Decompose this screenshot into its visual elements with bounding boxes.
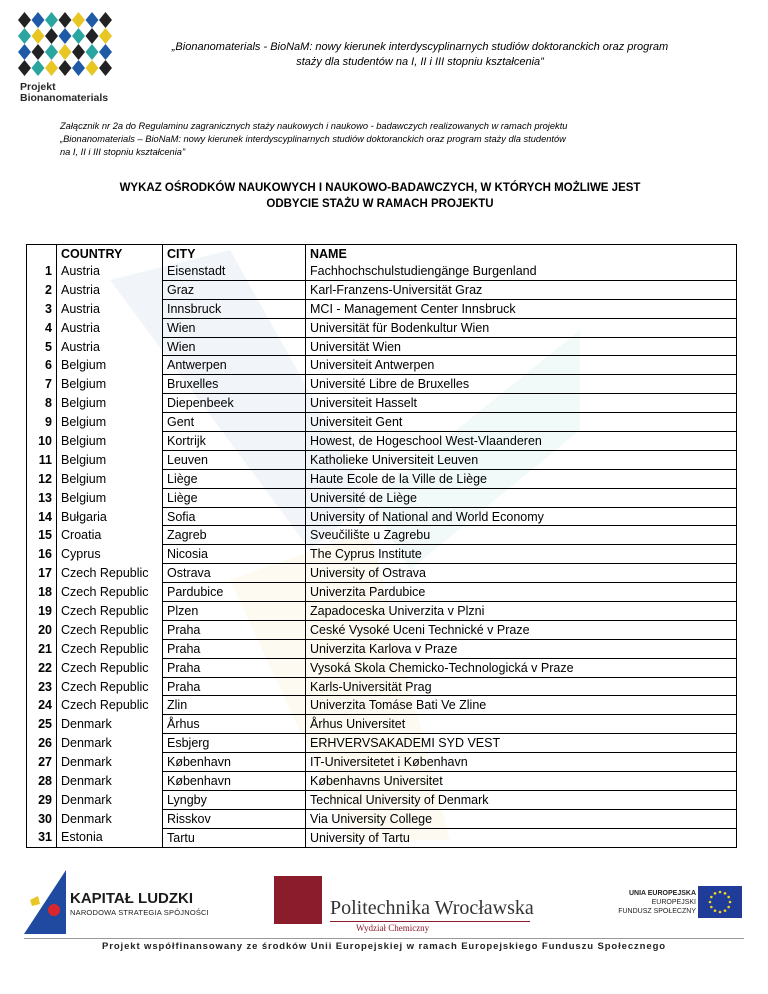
row-country: Czech Republic	[57, 564, 163, 583]
logo-cell	[32, 12, 45, 28]
row-institution-name: Århus Universitet	[306, 715, 737, 734]
logo-cell	[72, 28, 85, 44]
row-city: Gent	[163, 413, 306, 432]
table-row	[27, 828, 737, 847]
eu-star	[727, 896, 730, 899]
row-country: Austria	[57, 299, 163, 318]
row-institution-name: Technical University of Denmark	[306, 790, 737, 809]
row-number: 9	[27, 413, 57, 432]
row-number: 25	[27, 715, 57, 734]
row-institution-name: Fachhochschulstudiengänge Burgenland	[306, 262, 737, 280]
row-number: 15	[27, 526, 57, 545]
table-row	[27, 375, 737, 394]
logo-cell	[32, 44, 45, 60]
row-city: Wien	[163, 318, 306, 337]
logo-cell	[99, 60, 112, 76]
row-city: Bruxelles	[163, 375, 306, 394]
row-institution-name: Université Libre de Bruxelles	[306, 375, 737, 394]
table-row	[27, 280, 737, 299]
logo-cell	[45, 28, 58, 44]
row-city: Praha	[163, 677, 306, 696]
row-country: Belgium	[57, 432, 163, 451]
eu-star	[727, 906, 730, 909]
project-header: „Bionanomaterials - BioNaM: nowy kierunek interdyscyplinarnych studiów doktoranckich oraz program staży dla studentów na I, II i III stopniu kształcenia”	[171, 41, 669, 68]
table-row	[27, 526, 737, 545]
table-row	[27, 772, 737, 791]
row-number: 1	[27, 262, 57, 280]
row-number: 19	[27, 602, 57, 621]
table-row	[27, 262, 737, 280]
table-row	[27, 318, 737, 337]
row-city: Esbjerg	[163, 734, 306, 753]
row-institution-name: Univerzita Pardubice	[306, 583, 737, 602]
eu-star	[724, 909, 727, 912]
eu-star	[714, 892, 717, 895]
table-row	[27, 809, 737, 828]
row-country: Czech Republic	[57, 602, 163, 621]
table-row	[27, 564, 737, 583]
row-city: Liège	[163, 469, 306, 488]
row-institution-name: Karl-Franzens-Universität Graz	[306, 280, 737, 299]
row-city: Kortrijk	[163, 432, 306, 451]
logo-cell	[86, 44, 99, 60]
row-city: Wien	[163, 337, 306, 356]
table-row	[27, 734, 737, 753]
document-title: WYKAZ OŚRODKÓW NAUKOWYCH I NAUKOWO-BADAWCZYCH, W KTÓRYCH MOŻLIWE JEST ODBYCIE STAŻU W RAMACH PROJEKTU	[119, 182, 641, 210]
eu-star	[714, 909, 717, 912]
row-institution-name: Univerzita Karlova v Praze	[306, 639, 737, 658]
row-number: 8	[27, 394, 57, 413]
row-country: Cyprus	[57, 545, 163, 564]
row-number: 26	[27, 734, 57, 753]
table-row	[27, 299, 737, 318]
logo-cell	[99, 44, 112, 60]
politechnika-crest	[274, 876, 322, 924]
table-row	[27, 469, 737, 488]
row-country: Belgium	[57, 394, 163, 413]
row-institution-name: University of National and World Economy	[306, 507, 737, 526]
table-row	[27, 715, 737, 734]
row-institution-name: Universität Wien	[306, 337, 737, 356]
logo-cell	[32, 28, 45, 44]
row-city: Leuven	[163, 450, 306, 469]
row-city: Lyngby	[163, 790, 306, 809]
row-institution-name: IT-Universitetet i København	[306, 753, 737, 772]
row-country: Estonia	[57, 828, 163, 847]
row-country: Czech Republic	[57, 620, 163, 639]
row-institution-name: ERHVERVSAKADEMI SYD VEST	[306, 734, 737, 753]
row-city: Innsbruck	[163, 299, 306, 318]
row-number: 20	[27, 620, 57, 639]
eu-star	[709, 901, 712, 904]
row-country: Czech Republic	[57, 639, 163, 658]
table-row	[27, 602, 737, 621]
row-country: Denmark	[57, 734, 163, 753]
footer-text: Projekt współfinansowany ze środków Unii Europejskiej w ramach Europejskiego Funduszu Społecznego	[102, 941, 666, 952]
row-institution-name: The Cyprus Institute	[306, 545, 737, 564]
row-number: 11	[27, 450, 57, 469]
logo-cell	[72, 60, 85, 76]
row-number: 14	[27, 507, 57, 526]
logo-cell	[72, 44, 85, 60]
row-number: 4	[27, 318, 57, 337]
row-city: Antwerpen	[163, 356, 306, 375]
kapital-ludzki-title: KAPITAŁ LUDZKI	[70, 890, 194, 907]
table-header-row	[27, 245, 737, 263]
eu-star	[710, 906, 713, 909]
bionanomaterials-logo	[18, 12, 114, 78]
row-city: Liège	[163, 488, 306, 507]
row-city: Zlin	[163, 696, 306, 715]
row-number: 21	[27, 639, 57, 658]
table-row	[27, 677, 737, 696]
row-institution-name: Zapadoceska Univerzita v Plzni	[306, 602, 737, 621]
row-institution-name: Ceské Vysoké Uceni Technické v Praze	[306, 620, 737, 639]
table-row	[27, 394, 737, 413]
row-institution-name: Universiteit Gent	[306, 413, 737, 432]
logo-cell	[32, 60, 45, 76]
row-number: 7	[27, 375, 57, 394]
logo-cell	[86, 60, 99, 76]
row-number: 22	[27, 658, 57, 677]
eu-fund-label: UNIA EUROPEJSKA EUROPEJSKI FUNDUSZ SPOŁECZNY	[618, 890, 696, 915]
logo-cell	[18, 12, 31, 28]
row-number: 24	[27, 696, 57, 715]
logo-cell	[18, 44, 31, 60]
row-institution-name: Universiteit Hasselt	[306, 394, 737, 413]
research-centres-table	[26, 244, 737, 848]
logo-cell	[45, 44, 58, 60]
logo-cell	[59, 60, 72, 76]
logo-cell	[59, 12, 72, 28]
header-name: NAME	[306, 245, 737, 263]
annex-note: Załącznik nr 2a do Regulaminu zagranicznych staży naukowych i naukowo - badawczych realizowanych w ramach projektu „Bionanomaterials – BioNaM: nowy kierunek interdyscyplinarnych studiów doktoranckich oraz program staży dla studentów na I, II i III stopniu kształcenia”	[60, 121, 568, 157]
header-city: CITY	[163, 245, 306, 263]
politechnika-name: Politechnika Wrocławska	[330, 897, 534, 919]
table-row	[27, 790, 737, 809]
table-row	[27, 696, 737, 715]
row-number: 6	[27, 356, 57, 375]
row-country: Czech Republic	[57, 677, 163, 696]
table-row	[27, 545, 737, 564]
logo-cell	[99, 12, 112, 28]
row-city: Graz	[163, 280, 306, 299]
logo-cell	[99, 28, 112, 44]
politechnika-rule	[330, 921, 530, 922]
table-row	[27, 620, 737, 639]
row-city: Århus	[163, 715, 306, 734]
row-country: Denmark	[57, 809, 163, 828]
row-country: Austria	[57, 318, 163, 337]
row-number: 17	[27, 564, 57, 583]
row-institution-name: Haute Ecole de la Ville de Liège	[306, 469, 737, 488]
row-country: Belgium	[57, 450, 163, 469]
row-country: Belgium	[57, 488, 163, 507]
table-row	[27, 583, 737, 602]
row-country: Belgium	[57, 356, 163, 375]
logo-cell	[18, 28, 31, 44]
logo-cell	[45, 60, 58, 76]
row-city: København	[163, 753, 306, 772]
row-number: 3	[27, 299, 57, 318]
kapital-ludzki-subtitle: NARODOWA STRATEGIA SPÓJNOŚCI	[70, 908, 209, 917]
row-number: 29	[27, 790, 57, 809]
kapital-ludzki-emblem	[24, 870, 66, 934]
row-number: 30	[27, 809, 57, 828]
row-number: 13	[27, 488, 57, 507]
row-institution-name: University of Ostrava	[306, 564, 737, 583]
row-city: Eisenstadt	[163, 262, 306, 280]
row-number: 12	[27, 469, 57, 488]
row-institution-name: Vysoká Skola Chemicko-Technologická v Praze	[306, 658, 737, 677]
table-row	[27, 658, 737, 677]
table-row	[27, 432, 737, 451]
table-row	[27, 488, 737, 507]
row-city: Ostrava	[163, 564, 306, 583]
row-city: Risskov	[163, 809, 306, 828]
row-institution-name: Howest, de Hogeschool West-Vlaanderen	[306, 432, 737, 451]
logo-label: Projekt Bionanomaterials	[20, 81, 109, 104]
row-institution-name: Université de Liège	[306, 488, 737, 507]
table-row	[27, 450, 737, 469]
row-number: 2	[27, 280, 57, 299]
logo-cell	[18, 60, 31, 76]
logo-cell	[59, 44, 72, 60]
row-city: Tartu	[163, 828, 306, 847]
row-city: Praha	[163, 658, 306, 677]
logo-cell	[45, 12, 58, 28]
row-country: Austria	[57, 262, 163, 280]
table-row	[27, 639, 737, 658]
header-number	[27, 245, 57, 263]
row-country: Denmark	[57, 715, 163, 734]
row-institution-name: Københavns Universitet	[306, 772, 737, 791]
row-country: Austria	[57, 280, 163, 299]
politechnika-faculty: Wydział Chemiczny	[356, 923, 430, 933]
row-institution-name: University of Tartu	[306, 828, 737, 847]
row-institution-name: Via University College	[306, 809, 737, 828]
eu-star	[724, 892, 727, 895]
row-city: København	[163, 772, 306, 791]
row-number: 10	[27, 432, 57, 451]
logo-cell	[72, 12, 85, 28]
row-number: 31	[27, 828, 57, 847]
row-institution-name: Universität für Bodenkultur Wien	[306, 318, 737, 337]
row-number: 18	[27, 583, 57, 602]
row-city: Praha	[163, 620, 306, 639]
row-number: 16	[27, 545, 57, 564]
row-city: Sofia	[163, 507, 306, 526]
row-number: 28	[27, 772, 57, 791]
row-number: 5	[27, 337, 57, 356]
eu-star	[729, 901, 732, 904]
row-country: Belgium	[57, 469, 163, 488]
logo-cell	[59, 28, 72, 44]
row-city: Zagreb	[163, 526, 306, 545]
row-country: Croatia	[57, 526, 163, 545]
row-institution-name: Katholieke Universiteit Leuven	[306, 450, 737, 469]
row-country: Belgium	[57, 375, 163, 394]
row-country: Austria	[57, 337, 163, 356]
row-city: Praha	[163, 639, 306, 658]
eu-flag-icon	[698, 886, 742, 918]
eu-star	[719, 891, 722, 894]
row-country: Denmark	[57, 753, 163, 772]
row-city: Nicosia	[163, 545, 306, 564]
row-institution-name: MCI - Management Center Innsbruck	[306, 299, 737, 318]
row-country: Denmark	[57, 772, 163, 791]
table-row	[27, 337, 737, 356]
row-country: Czech Republic	[57, 696, 163, 715]
table-row	[27, 753, 737, 772]
row-number: 27	[27, 753, 57, 772]
logo-cell	[86, 12, 99, 28]
row-city: Pardubice	[163, 583, 306, 602]
logo-cell	[86, 28, 99, 44]
row-city: Diepenbeek	[163, 394, 306, 413]
row-number: 23	[27, 677, 57, 696]
table-row	[27, 356, 737, 375]
header-country: COUNTRY	[57, 245, 163, 263]
eu-star	[719, 911, 722, 914]
row-institution-name: Sveučilište u Zagrebu	[306, 526, 737, 545]
row-institution-name: Universiteit Antwerpen	[306, 356, 737, 375]
table-row	[27, 413, 737, 432]
row-country: Belgium	[57, 413, 163, 432]
row-country: Bułgaria	[57, 507, 163, 526]
eu-star	[710, 896, 713, 899]
row-institution-name: Karls-Universität Prag	[306, 677, 737, 696]
row-city: Plzen	[163, 602, 306, 621]
table-row	[27, 507, 737, 526]
row-institution-name: Univerzita Tomáse Bati Ve Zline	[306, 696, 737, 715]
footer-rule	[24, 938, 744, 939]
row-country: Denmark	[57, 790, 163, 809]
row-country: Czech Republic	[57, 583, 163, 602]
row-country: Czech Republic	[57, 658, 163, 677]
